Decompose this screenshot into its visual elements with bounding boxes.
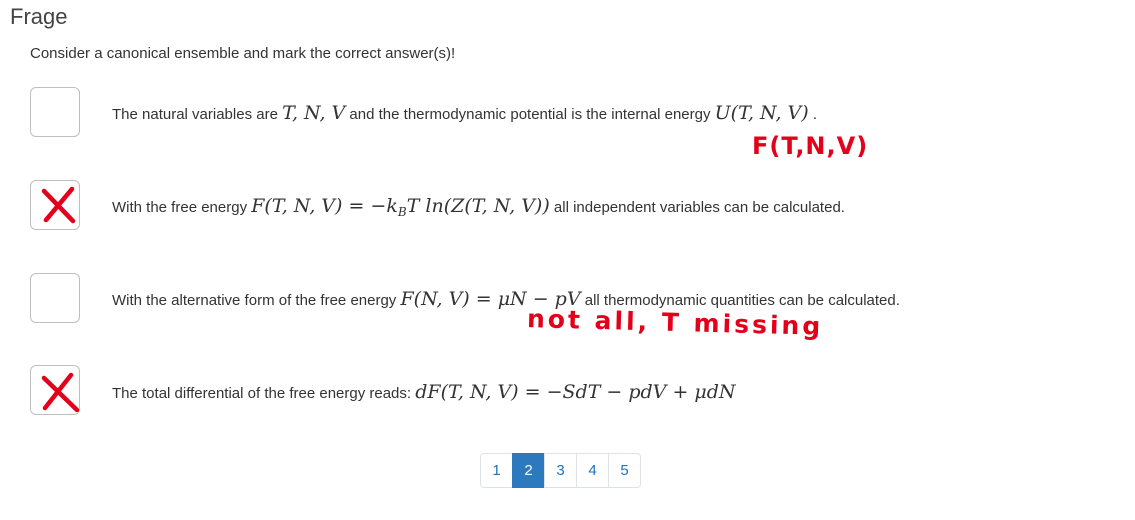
answer-text-3-pre: With the alternative form of the free energy <box>112 292 401 309</box>
answer-option-4 <box>30 365 1110 417</box>
answer-text-4 <box>112 380 736 406</box>
answer-text-1-pre: The natural variables are <box>112 106 283 123</box>
answer-text-3-post: all thermodynamic quantities can be calculated. <box>580 292 900 309</box>
answer-text-1-mid: and the thermodynamic potential is the internal energy <box>345 106 715 123</box>
answer-math-3: F(N, V) = μN − pV <box>400 288 581 310</box>
pagination <box>480 453 641 488</box>
answer-checkbox-1[interactable] <box>30 87 80 137</box>
red-cross-mark-icon <box>39 185 81 227</box>
answer-option-1 <box>30 87 1110 139</box>
question-prompt: Consider a canonical ensemble and mark the correct answer(s)! <box>30 45 456 62</box>
answer-option-2 <box>30 180 1110 232</box>
answer-text-2-pre: With the free energy <box>112 199 252 216</box>
answer-math-4: dF(T, N, V) = −SdT − pdV + μdN <box>415 381 736 403</box>
answer-math-2-sub: B <box>397 205 407 219</box>
answer-text-1-post: . <box>808 106 818 123</box>
answer-checkbox-2[interactable] <box>30 180 80 230</box>
red-cross-mark-icon <box>39 370 81 412</box>
answer-text-2 <box>112 194 845 224</box>
answer-checkbox-3[interactable] <box>30 273 80 323</box>
page-link-2[interactable]: 2 <box>512 453 545 488</box>
answer-checkbox-4[interactable] <box>30 365 80 415</box>
page-title: Frage <box>10 4 68 29</box>
page-link-5[interactable]: 5 <box>608 453 641 488</box>
handwritten-annotation-1: F(T,N,V) <box>752 132 869 160</box>
handwritten-annotation-3: not all, T missing <box>526 304 824 341</box>
answer-text-1 <box>112 101 817 127</box>
answer-text-3 <box>112 287 900 313</box>
answer-math-2a: F(T, N, V) = −k <box>251 195 398 217</box>
answer-math-1b: U(T, N, V) <box>714 102 809 124</box>
answer-text-4-pre: The total differential of the free energy reads: <box>112 385 416 402</box>
answer-math-2b: T ln(Z(T, N, V)) <box>406 195 550 217</box>
page-link-3[interactable]: 3 <box>544 453 577 488</box>
page-link-4[interactable]: 4 <box>576 453 609 488</box>
answer-math-1a: T, N, V <box>282 102 346 124</box>
answer-text-2-post: all independent variables can be calculated. <box>549 199 845 216</box>
page-link-1[interactable]: 1 <box>480 453 513 488</box>
